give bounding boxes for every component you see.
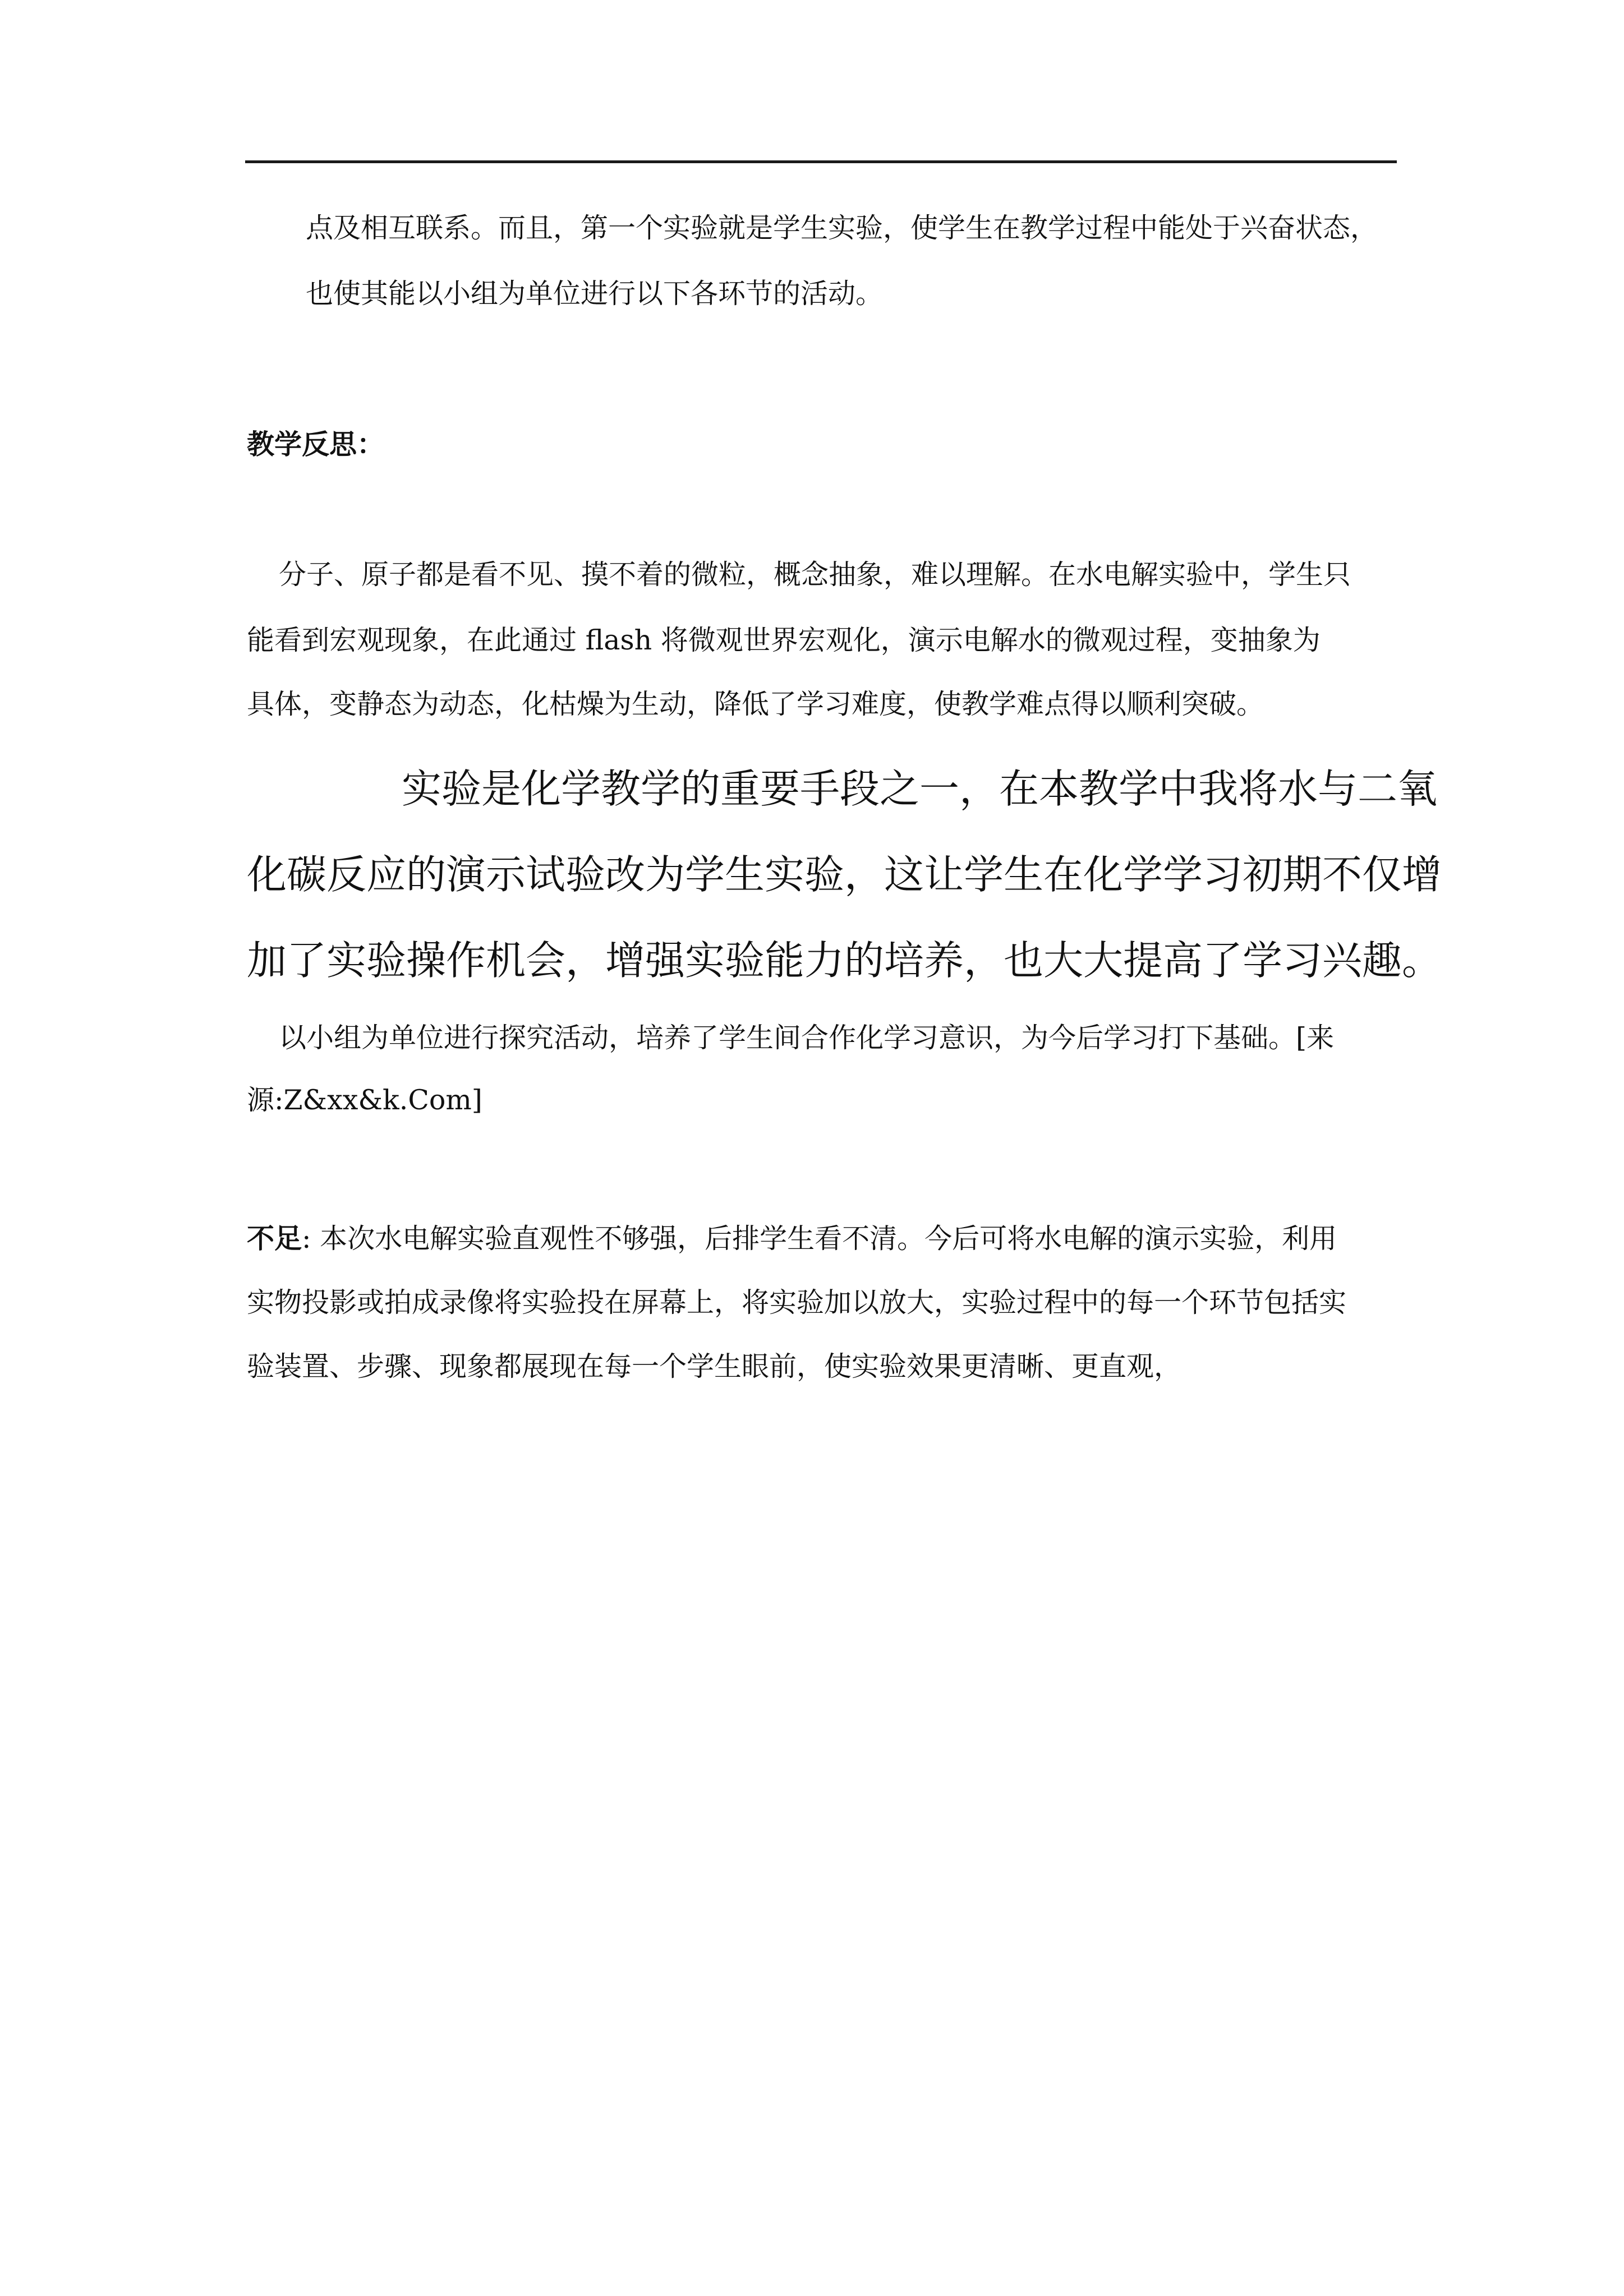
reflection-p1-line-1: 分子、原子都是看不见、摸不着的微粒，概念抽象，难以理解。在水电解实验中，学生只 (279, 559, 1351, 591)
header-rule (245, 160, 1397, 163)
reflection-p2-line-3: 加了实验操作机会，增强实验能力的培养，也大大提高了学习兴趣。 (247, 937, 1442, 984)
shortcoming-line-1 (247, 1222, 1337, 1255)
shortcoming-line-3: 验装置、步骤、现象都展现在每一个学生眼前，使实验效果更清晰、更直观， (247, 1350, 1182, 1382)
reflection-p1-line-2: 能看到宏观现象，在此通过 flash 将微观世界宏观化，演示电解水的微观过程，变抽象为 (247, 624, 1321, 656)
intro-line-1: 点及相互联系。而且，第一个实验就是学生实验，使学生在教学过程中能处于兴奋状态， (306, 212, 1378, 244)
reflection-p3-line-2: 源:Z&xx&k.Com] (247, 1084, 482, 1116)
reflection-p1-line-3: 具体，变静态为动态，化枯燥为生动，降低了学习难度，使教学难点得以顺利突破。 (247, 688, 1264, 720)
reflection-heading: 教学反思： (247, 428, 385, 460)
shortcoming-label: 不足 (247, 1222, 302, 1255)
reflection-p2-line-2: 化碳反应的演示试验改为学生实验，这让学生在化学学习初期不仅增 (247, 851, 1442, 898)
intro-line-2: 也使其能以小组为单位进行以下各环节的活动。 (306, 278, 884, 310)
reflection-p3-line-1: 以小组为单位进行探究活动，培养了学生间合作化学习意识，为今后学习打下基础。[来 (279, 1022, 1335, 1054)
reflection-p2-line-1: 实验是化学教学的重要手段之一，在本教学中我将水与二氧 (402, 766, 1438, 812)
shortcoming-line-2: 实物投影或拍成录像将实验投在屏幕上，将实验加以放大，实验过程中的每一个环节包括实 (247, 1287, 1347, 1318)
shortcoming-text-1: : 本次水电解实验直观性不够强，后排学生看不清。今后可将水电解的演示实验，利用 (302, 1223, 1337, 1255)
